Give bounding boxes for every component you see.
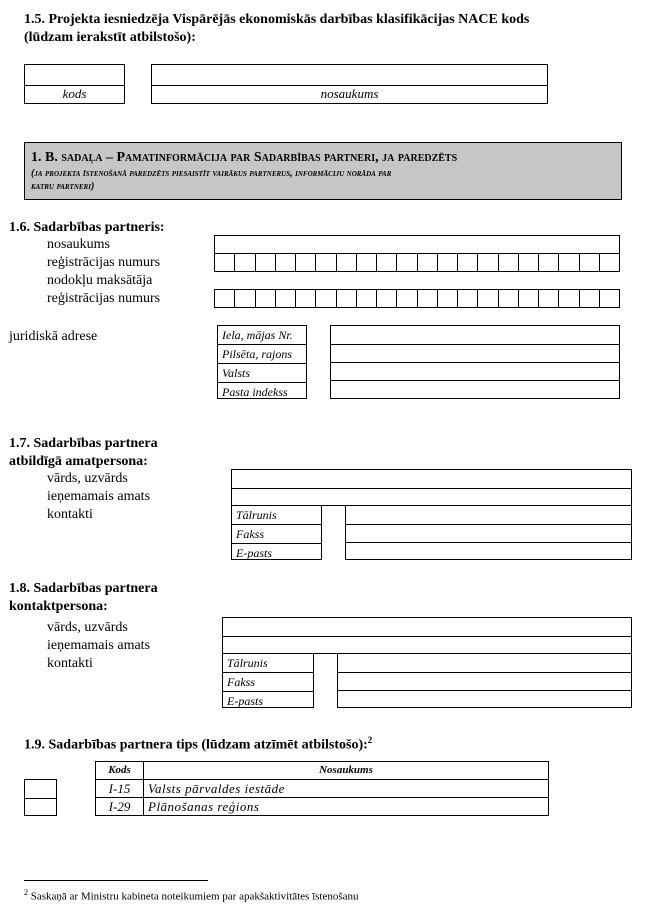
address-postal-label: Pasta indekss — [218, 382, 306, 400]
row-2-nosaukums: Plānošanas reģions — [148, 799, 260, 814]
section-1-9-title: 1.9. Sadarbības partnera tips (lūdzam atzīmēt atbilstošo):$^2$ — [24, 735, 373, 753]
nace-name-field[interactable] — [151, 64, 548, 104]
legal-address-label: juridiskā adrese — [9, 329, 98, 344]
checkbox-i15[interactable] — [24, 779, 57, 797]
contact-contact-values[interactable] — [337, 653, 632, 708]
contact-fax-label: Fakss — [223, 672, 313, 691]
partner-reg-number-cells[interactable] — [214, 253, 620, 272]
partner-name-field[interactable] — [214, 235, 620, 254]
contact-name-position-fields[interactable] — [222, 617, 632, 654]
official-name-position-fields[interactable] — [231, 469, 632, 506]
banner-title: 1. B. sadaļa – Pamatinformācija par Sadarbības partneri, ja paredzēts — [31, 150, 458, 165]
official-phone-label: Tālrunis — [236, 508, 277, 522]
contact-field-labels: vārds, uzvārds ieņemamais amats kontakti — [47, 620, 151, 671]
partner-field-labels: nosaukums reģistrācijas numurs nodokļu maksātāja reģistrācijas numurs — [47, 237, 161, 306]
row-2-kods: I-29 — [108, 799, 131, 814]
section-1b-banner — [24, 142, 622, 200]
address-street-label: Iela, mājas Nr. — [222, 328, 293, 342]
address-city-label: Pilsēta, rajons — [218, 344, 306, 363]
contact-contact-labels — [222, 653, 314, 708]
address-country-label: Valsts — [218, 363, 306, 382]
official-fax-label: Fakss — [232, 524, 321, 543]
col-header-kods: Kods — [108, 764, 131, 776]
nace-name-label: nosaukums — [320, 86, 379, 101]
section-1-8-title: 1.8. Sadarbības partnera kontaktpersona: — [9, 581, 158, 614]
partner-tax-number-cells[interactable] — [214, 289, 620, 308]
nace-code-label: kods — [62, 86, 87, 101]
footnote-divider — [24, 880, 208, 881]
partner-type-table — [95, 761, 549, 816]
address-values-box[interactable] — [330, 325, 620, 399]
section-1-7-title: 1.7. Sadarbības partnera atbildīgā amatpersona: — [9, 436, 158, 469]
section-1-6-title: 1.6. Sadarbības partneris: — [9, 220, 165, 235]
row-1-kods: I-15 — [108, 781, 131, 796]
official-email-label: E-pasts — [232, 543, 321, 561]
official-field-labels: vārds, uzvārds ieņemamais amats kontakti — [47, 471, 151, 522]
banner-subtitle: (ja projekta īstenošanā paredzēts piesaistīt vairākus partnerus, informāciju norāda par katru partneri) — [31, 168, 392, 192]
footnote: $^2$ Saskaņā ar Ministru kabineta noteikumiem par apakšaktivitātes īstenošanu — [24, 888, 359, 903]
contact-email-label: E-pasts — [223, 691, 313, 709]
official-contact-labels — [231, 505, 322, 560]
official-contact-values[interactable] — [345, 505, 632, 560]
row-1-nosaukums: Valsts pārvaldes iestāde — [148, 781, 285, 796]
col-header-nosaukums: Nosaukums — [319, 764, 373, 776]
section-1-5-title: 1.5. Projekta iesniedzēja Vispārējās ekonomiskās darbības klasifikācijas NACE kods (lūdzam ierakstīt atbilstošo): — [24, 12, 530, 45]
nace-code-field[interactable] — [24, 64, 125, 104]
address-labels-box — [217, 325, 307, 399]
checkbox-i29[interactable] — [24, 797, 57, 815]
contact-phone-label: Tālrunis — [227, 656, 268, 670]
